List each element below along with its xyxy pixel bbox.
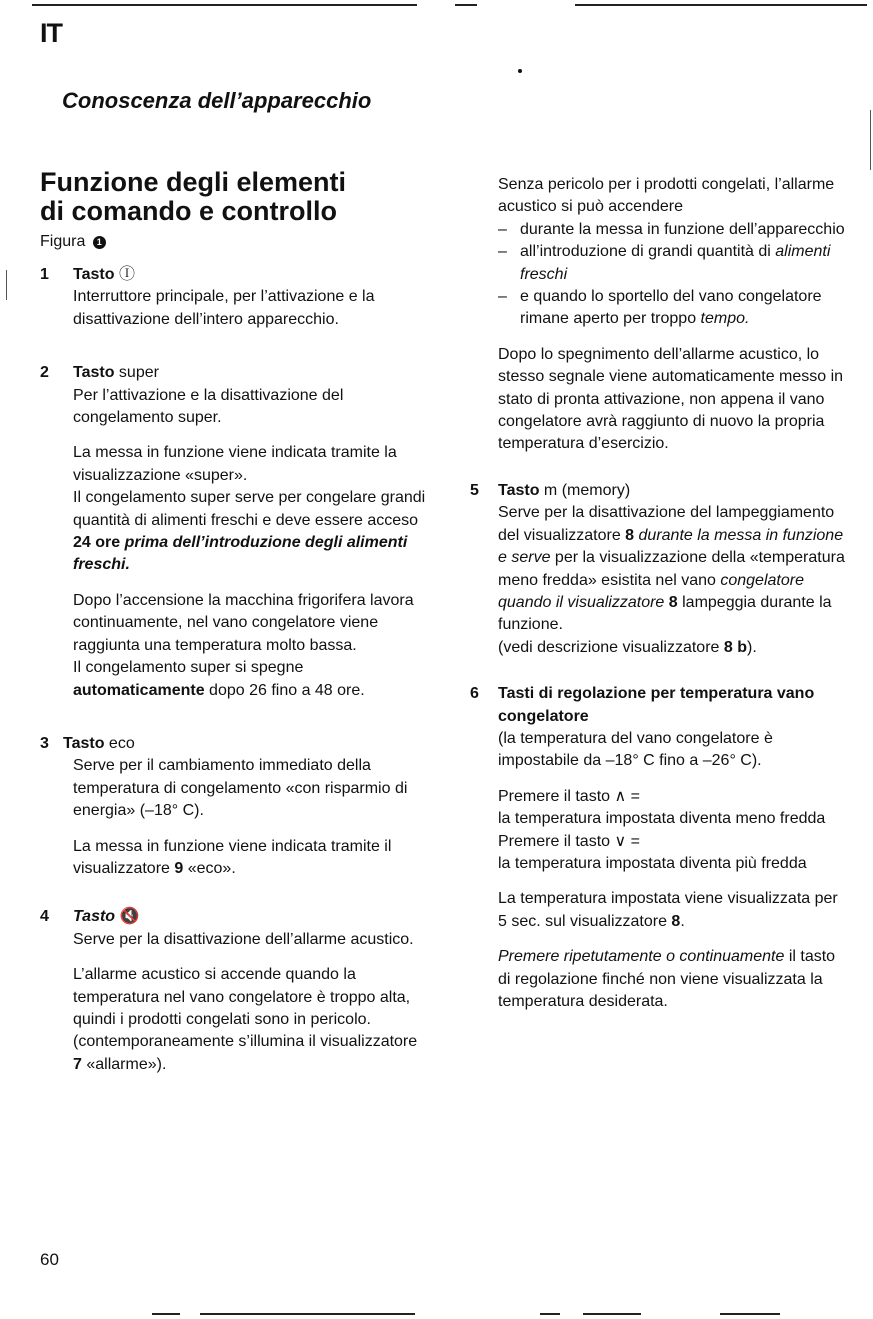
title-line-1: Funzione degli elementi — [40, 167, 347, 197]
item-number: 5 — [470, 481, 479, 499]
item-text: La messa in funzione viene indicata tramite la visualizzazione «super». — [73, 444, 397, 484]
item-name: super — [114, 364, 159, 382]
bottom-rule-1 — [152, 1313, 180, 1315]
figure-number-badge: 1 — [93, 236, 106, 249]
item-text: (la temperatura del vano congelatore è impostabile da –18° C fino a –26° C). — [498, 729, 773, 770]
item-text: Il congelamento super si spegne — [73, 659, 304, 677]
top-rule-mid — [455, 4, 477, 6]
right-margin-line — [870, 110, 871, 170]
page-number: 60 — [40, 1250, 59, 1269]
item-text: la temperatura impostata diventa più fredda — [498, 854, 807, 872]
mute-alarm-icon: 🔇 — [119, 908, 140, 926]
item-text: L’allarme acustico si accende quando la temperatura nel vano congelatore è troppo alta, quindi i prodotti congelati sono in pericolo. — [73, 966, 411, 1028]
item-number: 4 — [40, 908, 49, 926]
item-label: Tasto — [73, 266, 115, 283]
item-emphasis: 24 ore — [73, 534, 121, 552]
item-name: m (memory) — [539, 481, 631, 499]
section-title: Conoscenza dell’apparecchio — [62, 88, 372, 113]
list-item: – e quando lo sportello del vano congelatore rimane aperto per troppo tempo. — [498, 288, 822, 328]
list-item: – all’introduzione di grandi quantità di alimenti freschi — [498, 243, 831, 283]
bottom-rule-4 — [583, 1313, 641, 1315]
item-label: Tasto — [498, 481, 540, 499]
item-1 — [40, 264, 430, 331]
item-text: Dopo l’accensione la macchina frigorifera lavora continuamente, nel vano congelatore viene raggiunta una temperatura molto bassa. — [73, 591, 414, 654]
right-column — [470, 174, 850, 1013]
alarm-intro: Senza pericolo per i prodotti congelati, l’allarme acustico si può accendere — [498, 176, 835, 216]
bottom-rule-5 — [720, 1313, 780, 1315]
item-text: dopo 26 fino a 48 ore. — [204, 681, 365, 699]
language-code: IT — [40, 18, 62, 48]
figure-label: Figura — [40, 233, 86, 250]
page-title — [40, 168, 460, 226]
item-name: eco — [104, 734, 135, 752]
item-number: 3 — [40, 734, 49, 752]
item-text: la temperatura impostata diventa meno fredda — [498, 810, 826, 828]
item-2 — [40, 362, 430, 702]
item-text: Premere il tasto ∨ = — [498, 832, 640, 850]
item-emphasis: 7 — [73, 1055, 82, 1073]
item-heading: Tasti di regolazione per temperatura vano congelatore — [498, 685, 815, 725]
item-emphasis: prima dell’introduzione degli alimenti freschi. — [73, 534, 408, 574]
alarm-after-text: Dopo lo spegnimento dell’allarme acustico, lo stesso segnale viene automaticamente messo in stato di pronta attivazione, non appena il vano congelatore avrà raggiunto di nuovo la propria temperatura d’esercizio. — [498, 345, 844, 453]
item-text: Serve per il cambiamento immediato della temperatura di congelamento «con risparmio di energia» (–18° C). — [73, 757, 408, 820]
item-6: 6 Tasti di regolazione per temperatura vano congelatore (la temperatura del vano congelatore è impostabile da –18° C fino a –26° C). Premere il tasto ∧ = la temperatura impostata diventa meno fredda Premere il tasto ∨ = la temperatura impostata diventa più fredda La temperatura impostata viene visualizzata per 5 sec. sul visualizzatore 8. Premere ripetutamente o continuamente il tasto di regolazione finché non viene visualizzata la temperatura desiderata. — [470, 683, 850, 1013]
item-text: Serve per la disattivazione dell’allarme acustico. — [73, 930, 414, 948]
item-text: Per l’attivazione e la disattivazione del congelamento super. — [73, 386, 344, 427]
item-text: «allarme»). — [81, 1055, 167, 1073]
item-text: Premere il tasto ∧ = — [498, 787, 640, 805]
bottom-rule-2 — [200, 1313, 415, 1315]
power-icon: Ⓘ — [118, 266, 135, 283]
item-number: 2 — [40, 364, 49, 382]
speck — [518, 69, 522, 73]
item-4 — [40, 906, 430, 1076]
item-text: Interruttore principale, per l’attivazione e la disattivazione dell’intero apparecchio. — [73, 288, 375, 328]
item-5: 5 Tasto m (memory) Serve per la disattivazione del lampeggiamento del visualizzatore 8 durante la messa in funzione e serve per la visualizzazione della «temperatura meno fredda» esistita nel vano congelatore quando il visualizzatore 8 lampeggia durante la funzione. (vedi descrizione visualizzatore 8 b). — [470, 480, 850, 659]
item-text: (contemporaneamente s’illumina il visualizzatore — [73, 1033, 418, 1051]
list-item: – durante la messa in funzione dell’apparecchio — [498, 220, 845, 238]
item-3 — [40, 733, 430, 880]
item-label: Tasto — [73, 364, 115, 382]
top-rule-left — [32, 4, 417, 6]
item-emphasis: automaticamente — [73, 681, 205, 699]
title-line-2: di comando e controllo — [40, 196, 338, 226]
figure-reference — [40, 233, 106, 251]
bottom-rule-3 — [540, 1313, 560, 1315]
item-number: 6 — [470, 685, 479, 703]
item-text: «eco». — [183, 859, 236, 877]
item-number: 1 — [40, 266, 49, 283]
item-text: Il congelamento super serve per congelare grandi quantità di alimenti freschi e deve essere acceso — [73, 489, 426, 529]
item-text: La messa in funzione viene indicata tramite il visualizzatore — [73, 837, 392, 877]
left-column — [40, 264, 430, 1076]
item-label: Tasto — [73, 908, 116, 926]
item-label: Tasto — [63, 734, 105, 752]
item-emphasis: 9 — [174, 859, 184, 877]
top-rule-right — [575, 4, 867, 6]
left-margin-line — [6, 270, 7, 300]
